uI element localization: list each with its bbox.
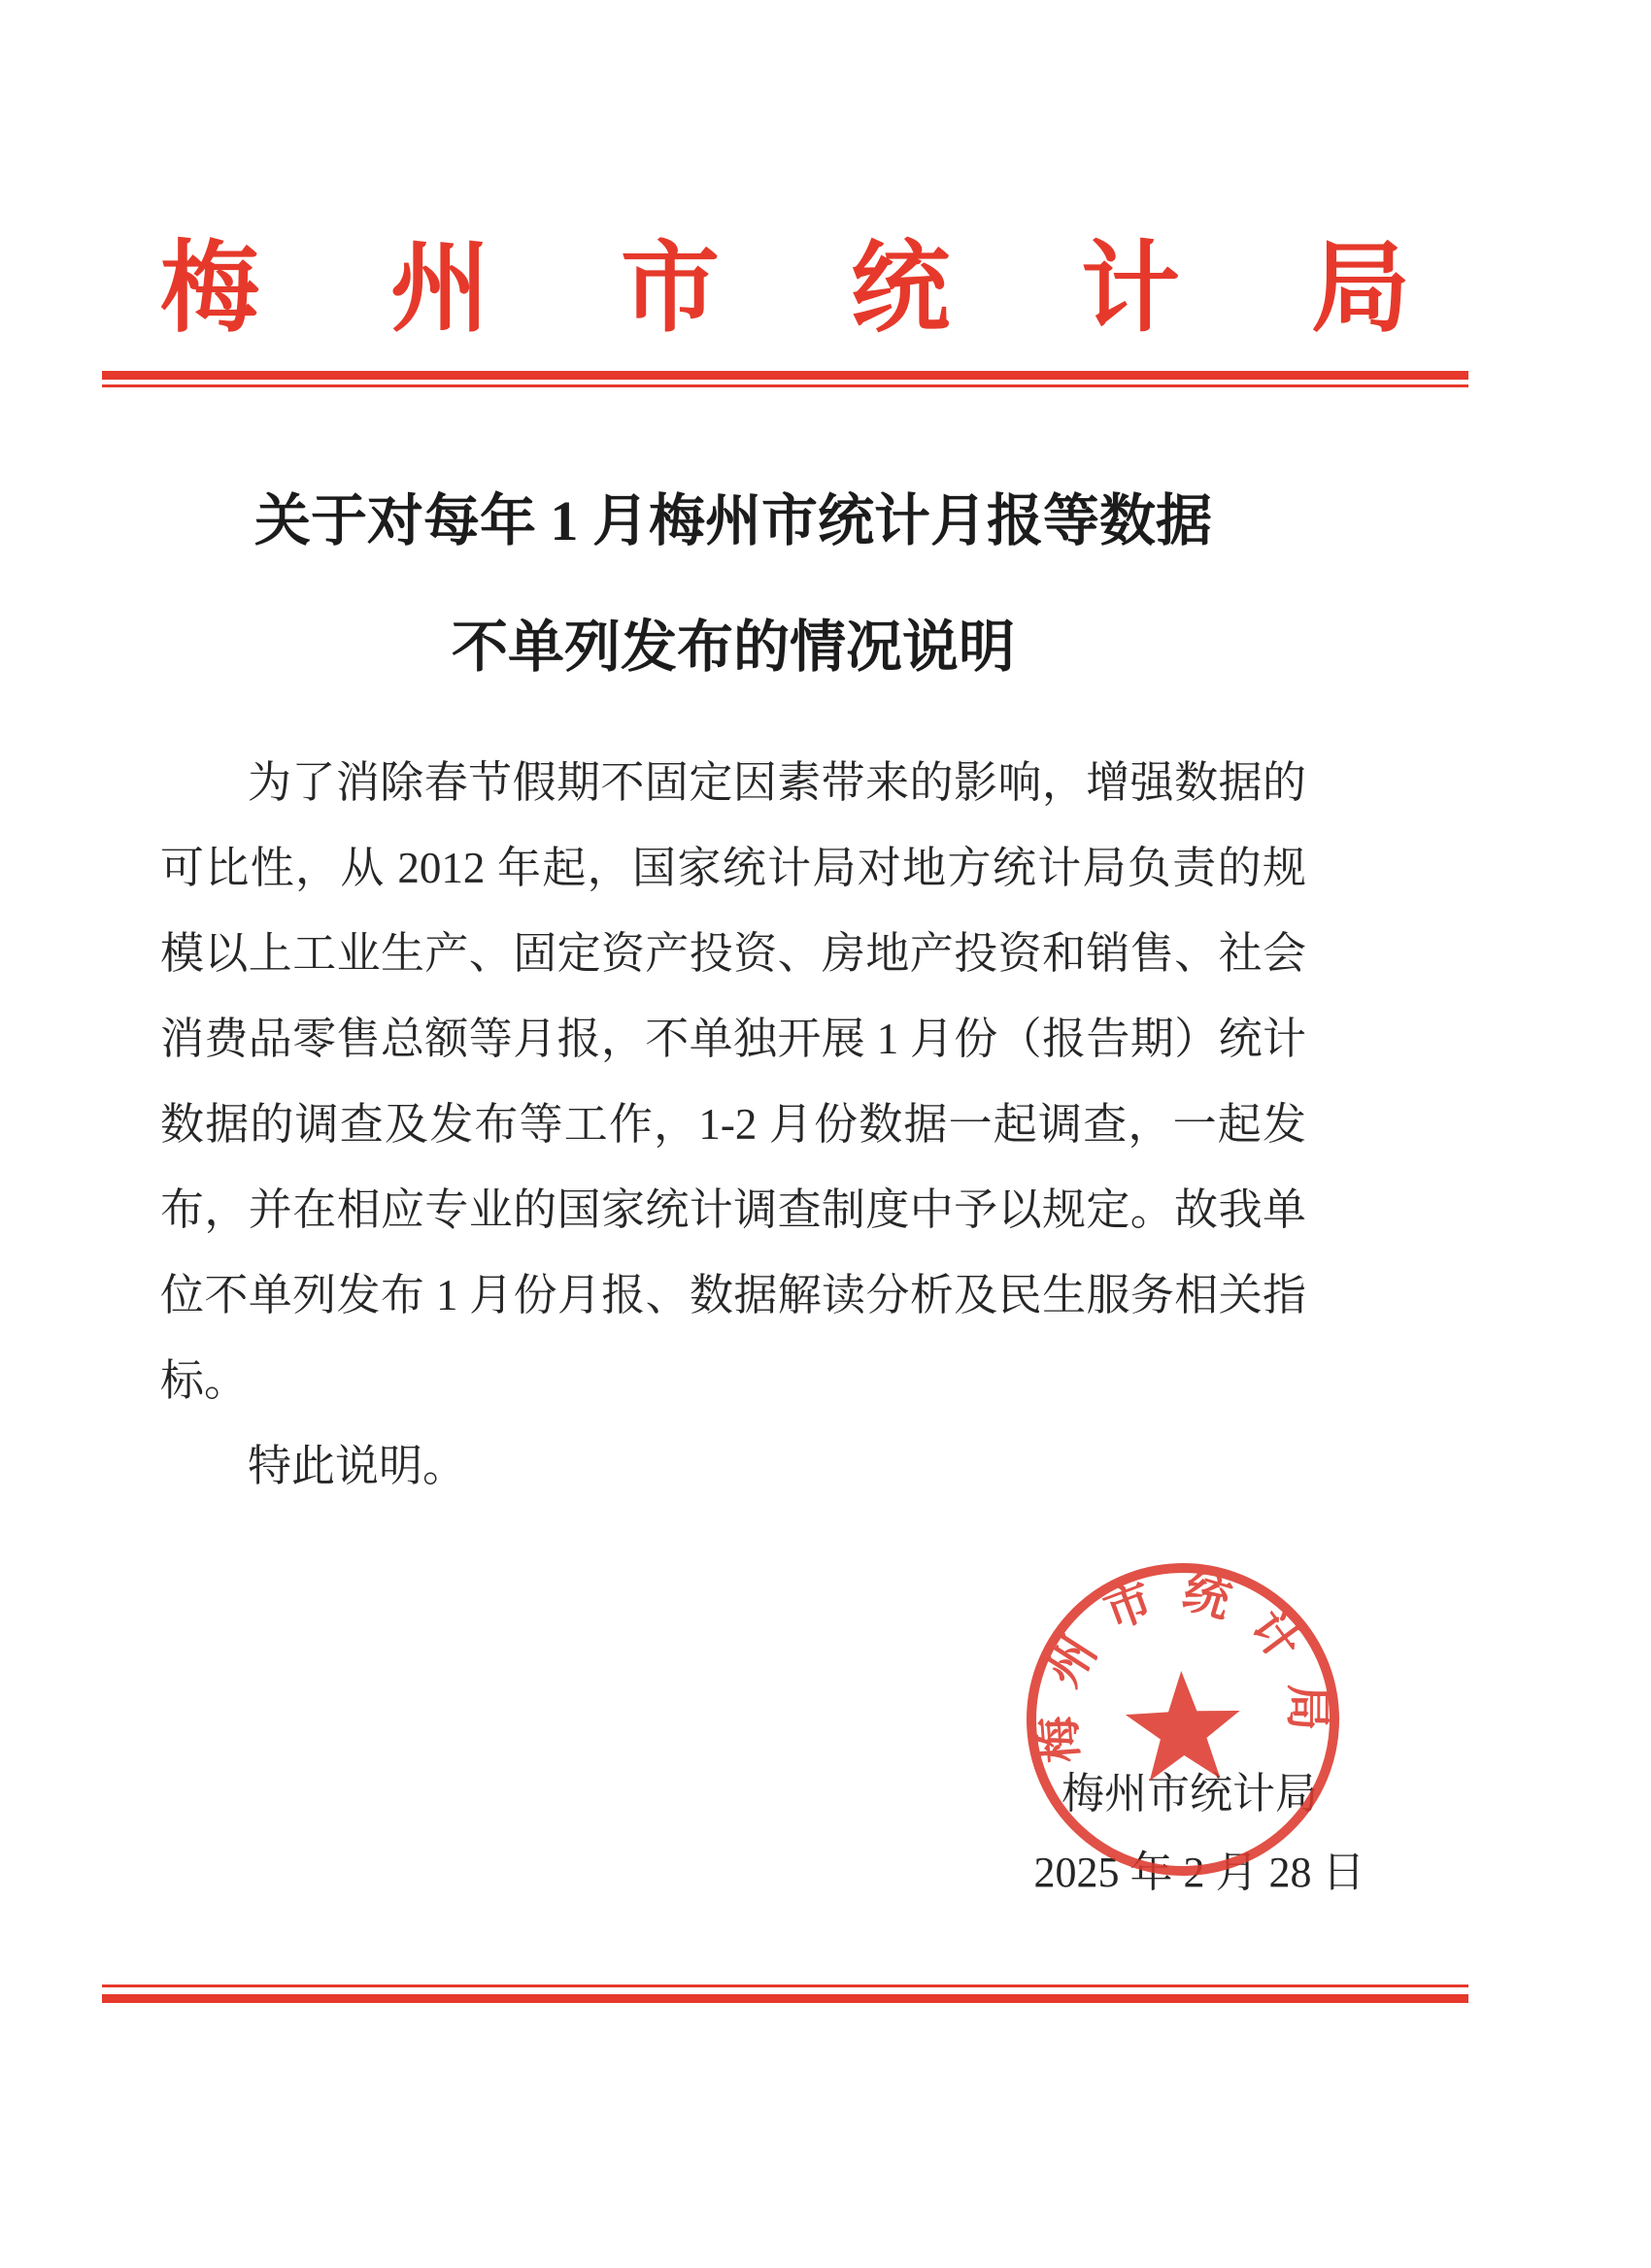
body-paragraph: 为了消除春节假期不固定因素带来的影响，增强数据的可比性，从 2012 年起，国家统计局对地方统计局负责的规模以上工业生产、固定资产投资、房地产投资和销售、社会消费品零售总额等月报，不单独开展 1 月份（报告期）统计数据的调查及发布等工作，1-2 月份数据一起调查，一起发布，并在相应专业的国家统计调查制度中予以规定。故我单位不单列发布 1 月份月报、数据解读分析及民生服务相关指标。	[160, 758, 1306, 1405]
official-seal	[1012, 1549, 1354, 1890]
document-title	[160, 458, 1306, 711]
star-icon	[1124, 1669, 1242, 1782]
document-title-line1: 关于对每年 1 月梅州市统计月报等数据	[253, 489, 1212, 552]
letterhead-agency-name	[102, 235, 1541, 345]
header-rule-thick	[102, 371, 1468, 380]
signature-agency: 梅州市统计局	[1061, 1770, 1318, 1818]
seal-arc-text: 梅州市统计局	[1030, 1565, 1333, 1765]
letterhead-agency-text: 梅州市统计局	[160, 235, 1541, 345]
document-title-line2: 不单列发布的情况说明	[451, 616, 1015, 679]
footer-rule-thick	[102, 1994, 1468, 2003]
header-rule-thin	[102, 384, 1468, 387]
document-body	[160, 740, 1306, 1509]
signature-date: 2025 年 2 月 28 日	[1033, 1849, 1365, 1896]
footer-rule-thin	[102, 1984, 1468, 1987]
body-paragraph: 特此说明。	[248, 1442, 467, 1490]
